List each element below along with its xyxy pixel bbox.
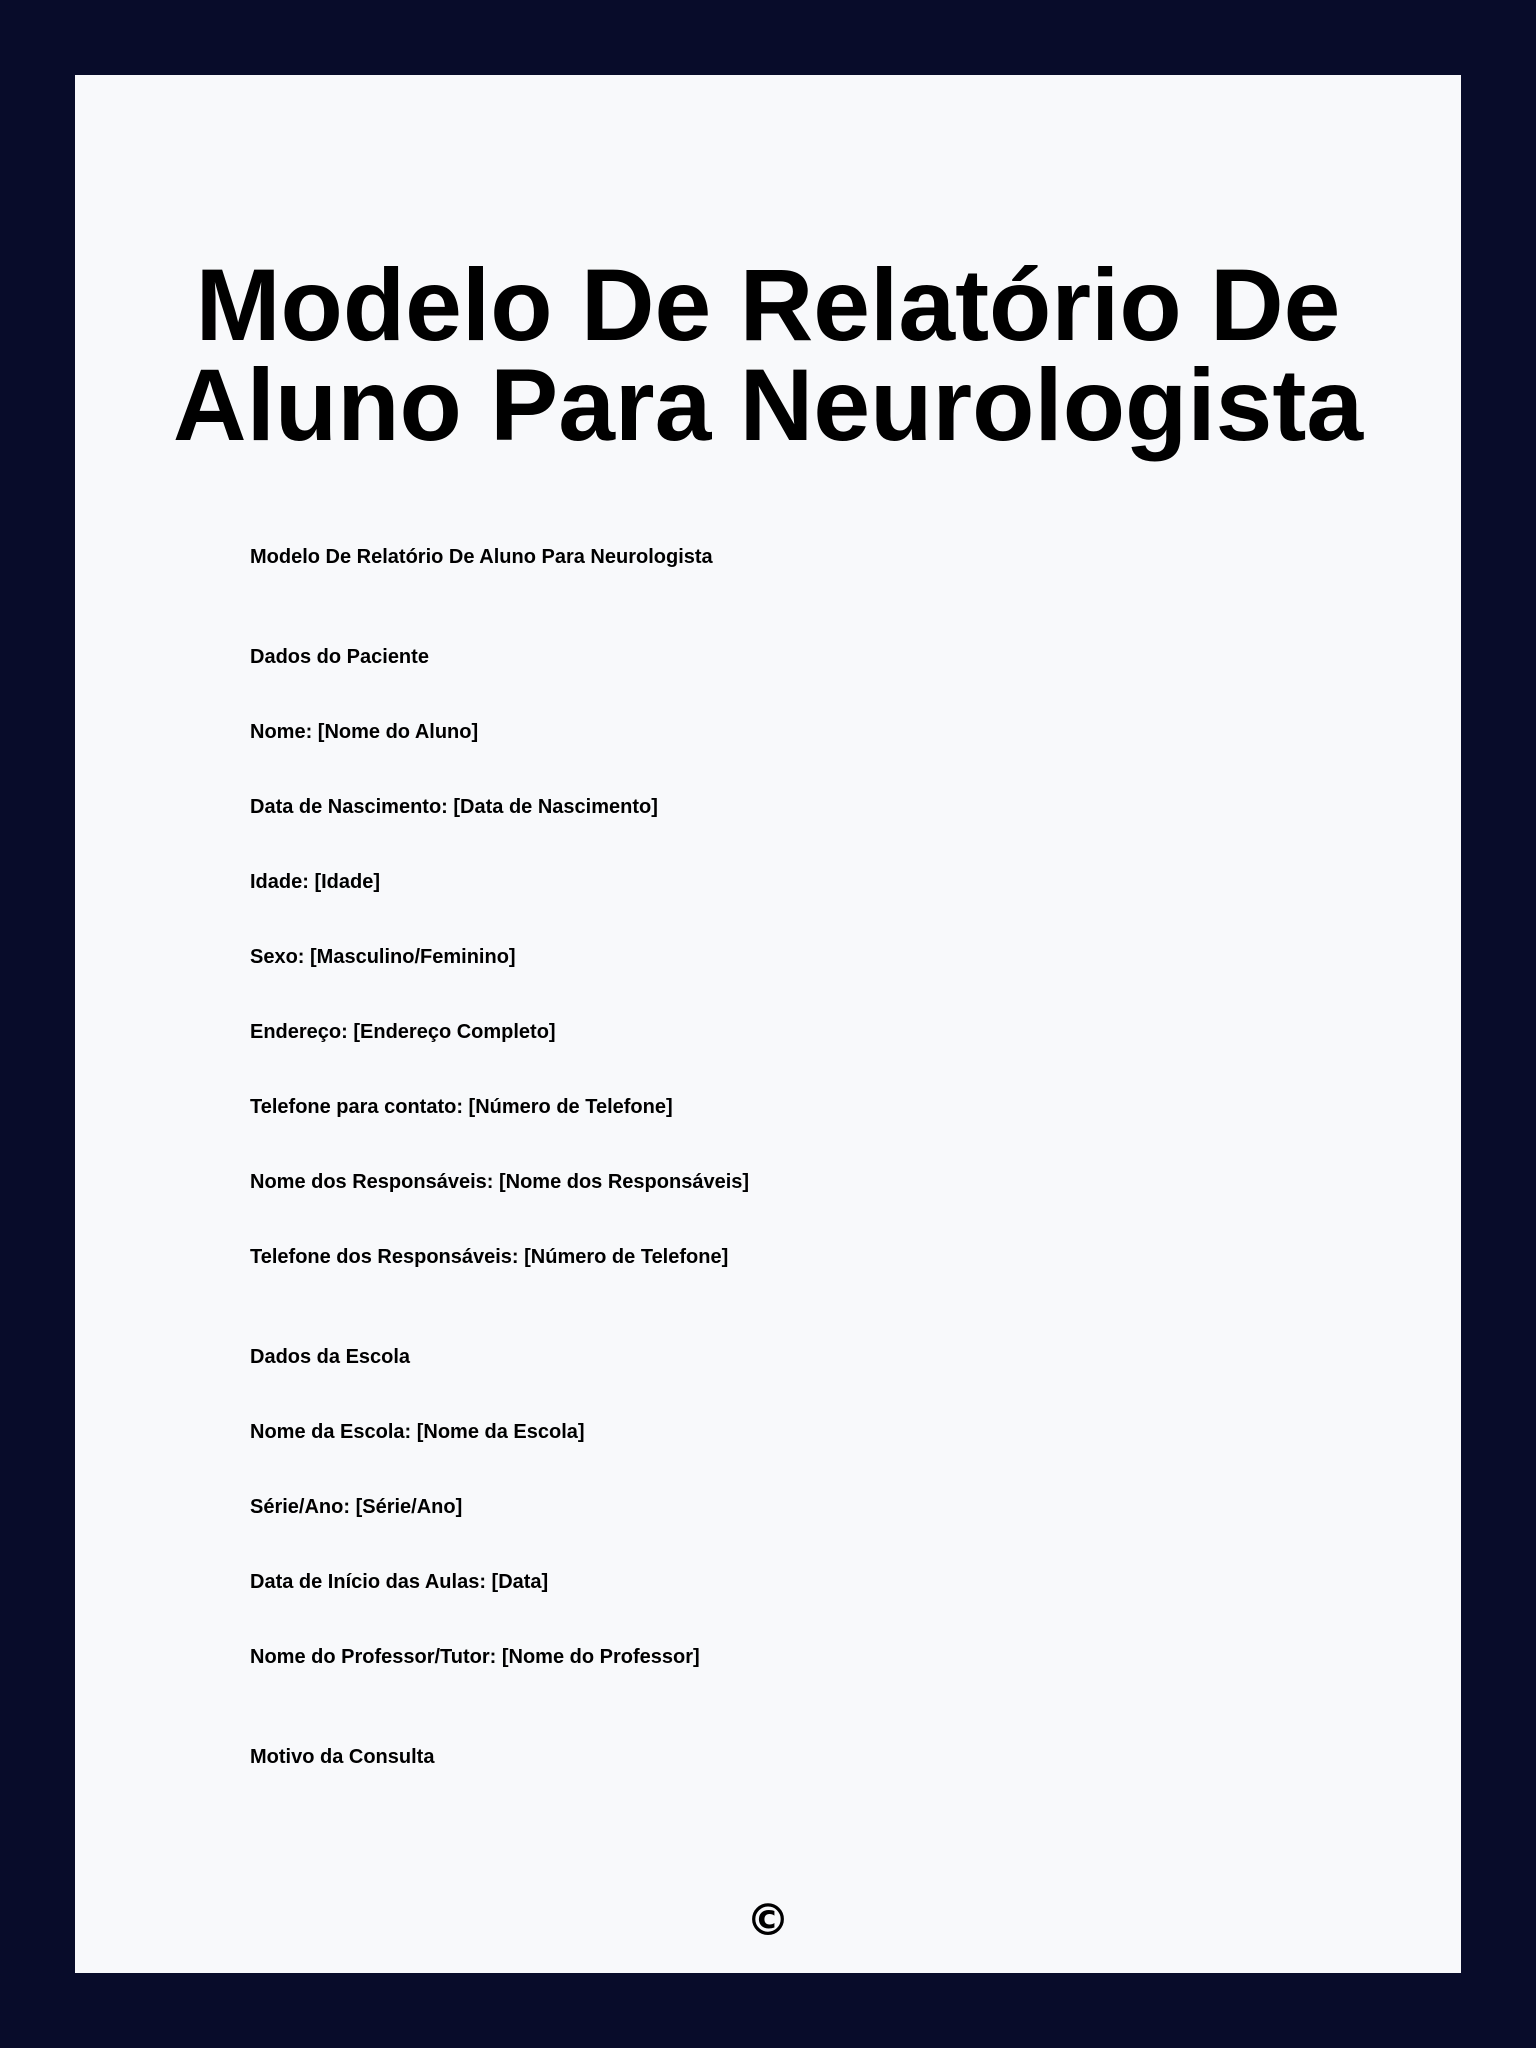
school-field-teacher: Nome do Professor/Tutor: [Nome do Professor] [250,1646,700,1668]
page-title [75,248,1461,462]
patient-field-phone: Telefone para contato: [Número de Telefone] [250,1096,673,1118]
school-section-heading: Dados da Escola [250,1346,411,1368]
patient-field-age: Idade: [Idade] [250,871,381,893]
reason-section-heading: Motivo da Consulta [250,1746,435,1768]
patient-field-birthdate: Data de Nascimento: [Data de Nascimento] [250,796,658,818]
document-subtitle: Modelo De Relatório De Aluno Para Neurologista [250,546,713,568]
page-title-line-2: Aluno Para Neurologista [172,348,1364,462]
page-title-line-1: Modelo De Relatório De [195,248,1341,362]
patient-field-address: Endereço: [Endereço Completo] [250,1021,556,1043]
patient-field-name: Nome: [Nome do Aluno] [250,721,479,743]
school-field-grade: Série/Ano: [Série/Ano] [250,1496,463,1518]
document-body [250,545,1350,1769]
school-field-start-date: Data de Início das Aulas: [Data] [250,1571,549,1593]
copyright-icon: © [746,1895,790,1946]
school-field-name: Nome da Escola: [Nome da Escola] [250,1421,585,1443]
patient-field-guardians-phone: Telefone dos Responsáveis: [Número de Telefone] [250,1246,729,1268]
patient-section-heading: Dados do Paciente [250,646,429,668]
patient-field-sex: Sexo: [Masculino/Feminino] [250,946,516,968]
document-page [75,75,1461,1973]
patient-field-guardians: Nome dos Responsáveis: [Nome dos Responsáveis] [250,1171,750,1193]
